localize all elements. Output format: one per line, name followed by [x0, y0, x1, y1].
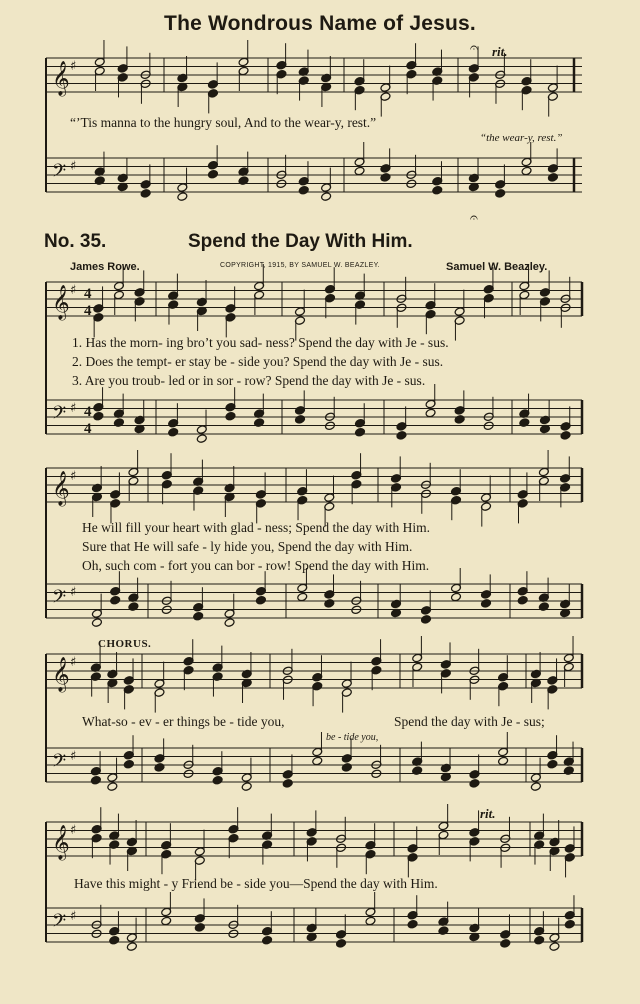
note-head — [396, 431, 407, 441]
note-head — [177, 192, 188, 202]
verse-3-line-b: Oh, such com - fort you can bor - row! Spend the day with Him. — [82, 558, 430, 573]
note-head — [517, 595, 528, 605]
note-head — [91, 618, 102, 628]
note-head — [212, 775, 223, 785]
note-head — [354, 166, 365, 176]
bass-clef-icon: 𝄢 — [52, 403, 67, 428]
note-head — [107, 782, 118, 792]
chorus-line-2: Have this might - y Friend be - side you—Spend the day with Him. — [74, 876, 438, 891]
note-head — [110, 595, 121, 605]
hymn-top-lyric: “’Tis manna to the hungry soul, And to the wear-y, rest.” — [70, 115, 377, 130]
lyricist: James Rowe. — [70, 261, 140, 273]
sharp-icon: ♯ — [70, 469, 77, 484]
treble-clef-icon: 𝄞 — [52, 825, 70, 860]
bass-clef-icon: 𝄢 — [52, 751, 67, 776]
copyright: COPYRIGHT, 1915, BY SAMUEL W. BEAZLEY. — [220, 262, 380, 269]
note-head — [109, 935, 120, 945]
note-head — [225, 411, 236, 421]
sharp-icon: ♯ — [70, 401, 77, 416]
note-head — [298, 185, 309, 195]
hymn-number: No. 35. — [44, 231, 107, 252]
note-head — [407, 919, 418, 929]
note-head — [140, 189, 151, 199]
chorus-label: CHORUS. — [98, 638, 152, 650]
note-head — [421, 615, 432, 625]
note-head — [498, 756, 509, 766]
hymn-title: Spend the Day With Him. — [188, 231, 413, 252]
note-head — [262, 935, 273, 945]
sharp-icon: ♯ — [70, 283, 77, 298]
note-head — [154, 763, 165, 773]
note-head — [495, 189, 506, 199]
treble-clef-icon: 𝄞 — [52, 471, 70, 506]
note-head — [295, 415, 306, 425]
note-head — [521, 166, 532, 176]
treble-time-signature: 4 — [84, 286, 92, 302]
sharp-icon: ♯ — [70, 823, 77, 838]
hymn-top-echo: “the wear-y, rest.” — [480, 132, 563, 144]
hymn-top-title: The Wondrous Name of Jesus. — [164, 12, 476, 35]
note-head — [549, 942, 560, 952]
note-head — [481, 599, 492, 609]
bass-clef-icon: 𝄢 — [52, 587, 67, 612]
note-head — [547, 759, 558, 769]
note-head — [454, 415, 465, 425]
sharp-icon: ♯ — [70, 585, 77, 600]
note-head — [530, 782, 541, 792]
note-head — [564, 919, 575, 929]
note-head — [207, 169, 218, 179]
note-head — [534, 935, 545, 945]
chorus-line-1b: Spend the day with Je - sus; — [394, 714, 545, 729]
note-head — [123, 759, 134, 769]
note-head — [224, 618, 235, 628]
verse-3-line-a: 3. Are you troub- led or in sor - row? Spend the day with Je - sus. — [72, 373, 426, 388]
note-head — [341, 763, 352, 773]
verse-2-line-b: Sure that He will safe - ly hide you, Spend the day with Him. — [82, 539, 413, 554]
note-head — [161, 916, 172, 926]
composer: Samuel W. Beazley. — [446, 261, 548, 273]
note-head — [355, 427, 366, 437]
chorus-echo: be - tide you, — [326, 732, 379, 743]
note-head — [324, 599, 335, 609]
note-head — [469, 779, 480, 789]
note-head — [432, 185, 443, 195]
note-head — [126, 942, 137, 952]
note-head — [90, 775, 101, 785]
bass-clef-icon: 𝄢 — [52, 161, 67, 186]
note-head — [241, 782, 252, 792]
note-head — [168, 427, 179, 437]
chorus-line-1: What-so - ev - er things be - tide you, — [82, 714, 285, 729]
note-head — [425, 408, 436, 418]
verse-1-line-a: 1. Has the morn- ing bro’t you sad- ness? Spend the day with Je - sus. — [72, 335, 449, 350]
note-head — [547, 173, 558, 183]
note-head — [255, 595, 266, 605]
sharp-icon: ♯ — [70, 59, 77, 74]
fermata-icon: 𝄐 — [470, 40, 478, 56]
verse-1-line-b: He will fill your heart with glad - ness; Spend the day with Him. — [82, 520, 430, 535]
note-head — [297, 592, 308, 602]
note-head — [282, 779, 293, 789]
verse-2-line-a: 2. Does the tempt- er stay be - side you? Spend the day with Je - sus. — [72, 354, 444, 369]
note-head — [365, 916, 376, 926]
treble-clef-icon: 𝄞 — [52, 657, 70, 692]
note-head — [193, 611, 204, 621]
note-head — [93, 411, 104, 421]
sharp-icon: ♯ — [70, 909, 77, 924]
note-head — [321, 192, 332, 202]
treble-clef-icon: 𝄞 — [52, 61, 70, 96]
treble-time-signature: 4 — [84, 303, 92, 319]
rit-marking-chorus: rit. — [480, 806, 496, 821]
note-head — [336, 939, 347, 949]
bass-time-signature: 4 — [84, 404, 92, 420]
bass-time-signature: 4 — [84, 421, 92, 437]
note-head — [194, 923, 205, 933]
note-head — [451, 592, 462, 602]
note-head — [500, 939, 511, 949]
rit-marking-top: rit. — [492, 44, 508, 59]
sharp-icon: ♯ — [70, 655, 77, 670]
note-head — [312, 756, 323, 766]
fermata-icon: 𝄐 — [470, 210, 478, 226]
treble-clef-icon: 𝄞 — [52, 285, 70, 320]
sharp-icon: ♯ — [70, 749, 77, 764]
bass-clef-icon: 𝄢 — [52, 911, 67, 936]
note-head — [560, 431, 571, 441]
note-head — [380, 173, 391, 183]
note-head — [196, 434, 207, 444]
sharp-icon: ♯ — [70, 159, 77, 174]
